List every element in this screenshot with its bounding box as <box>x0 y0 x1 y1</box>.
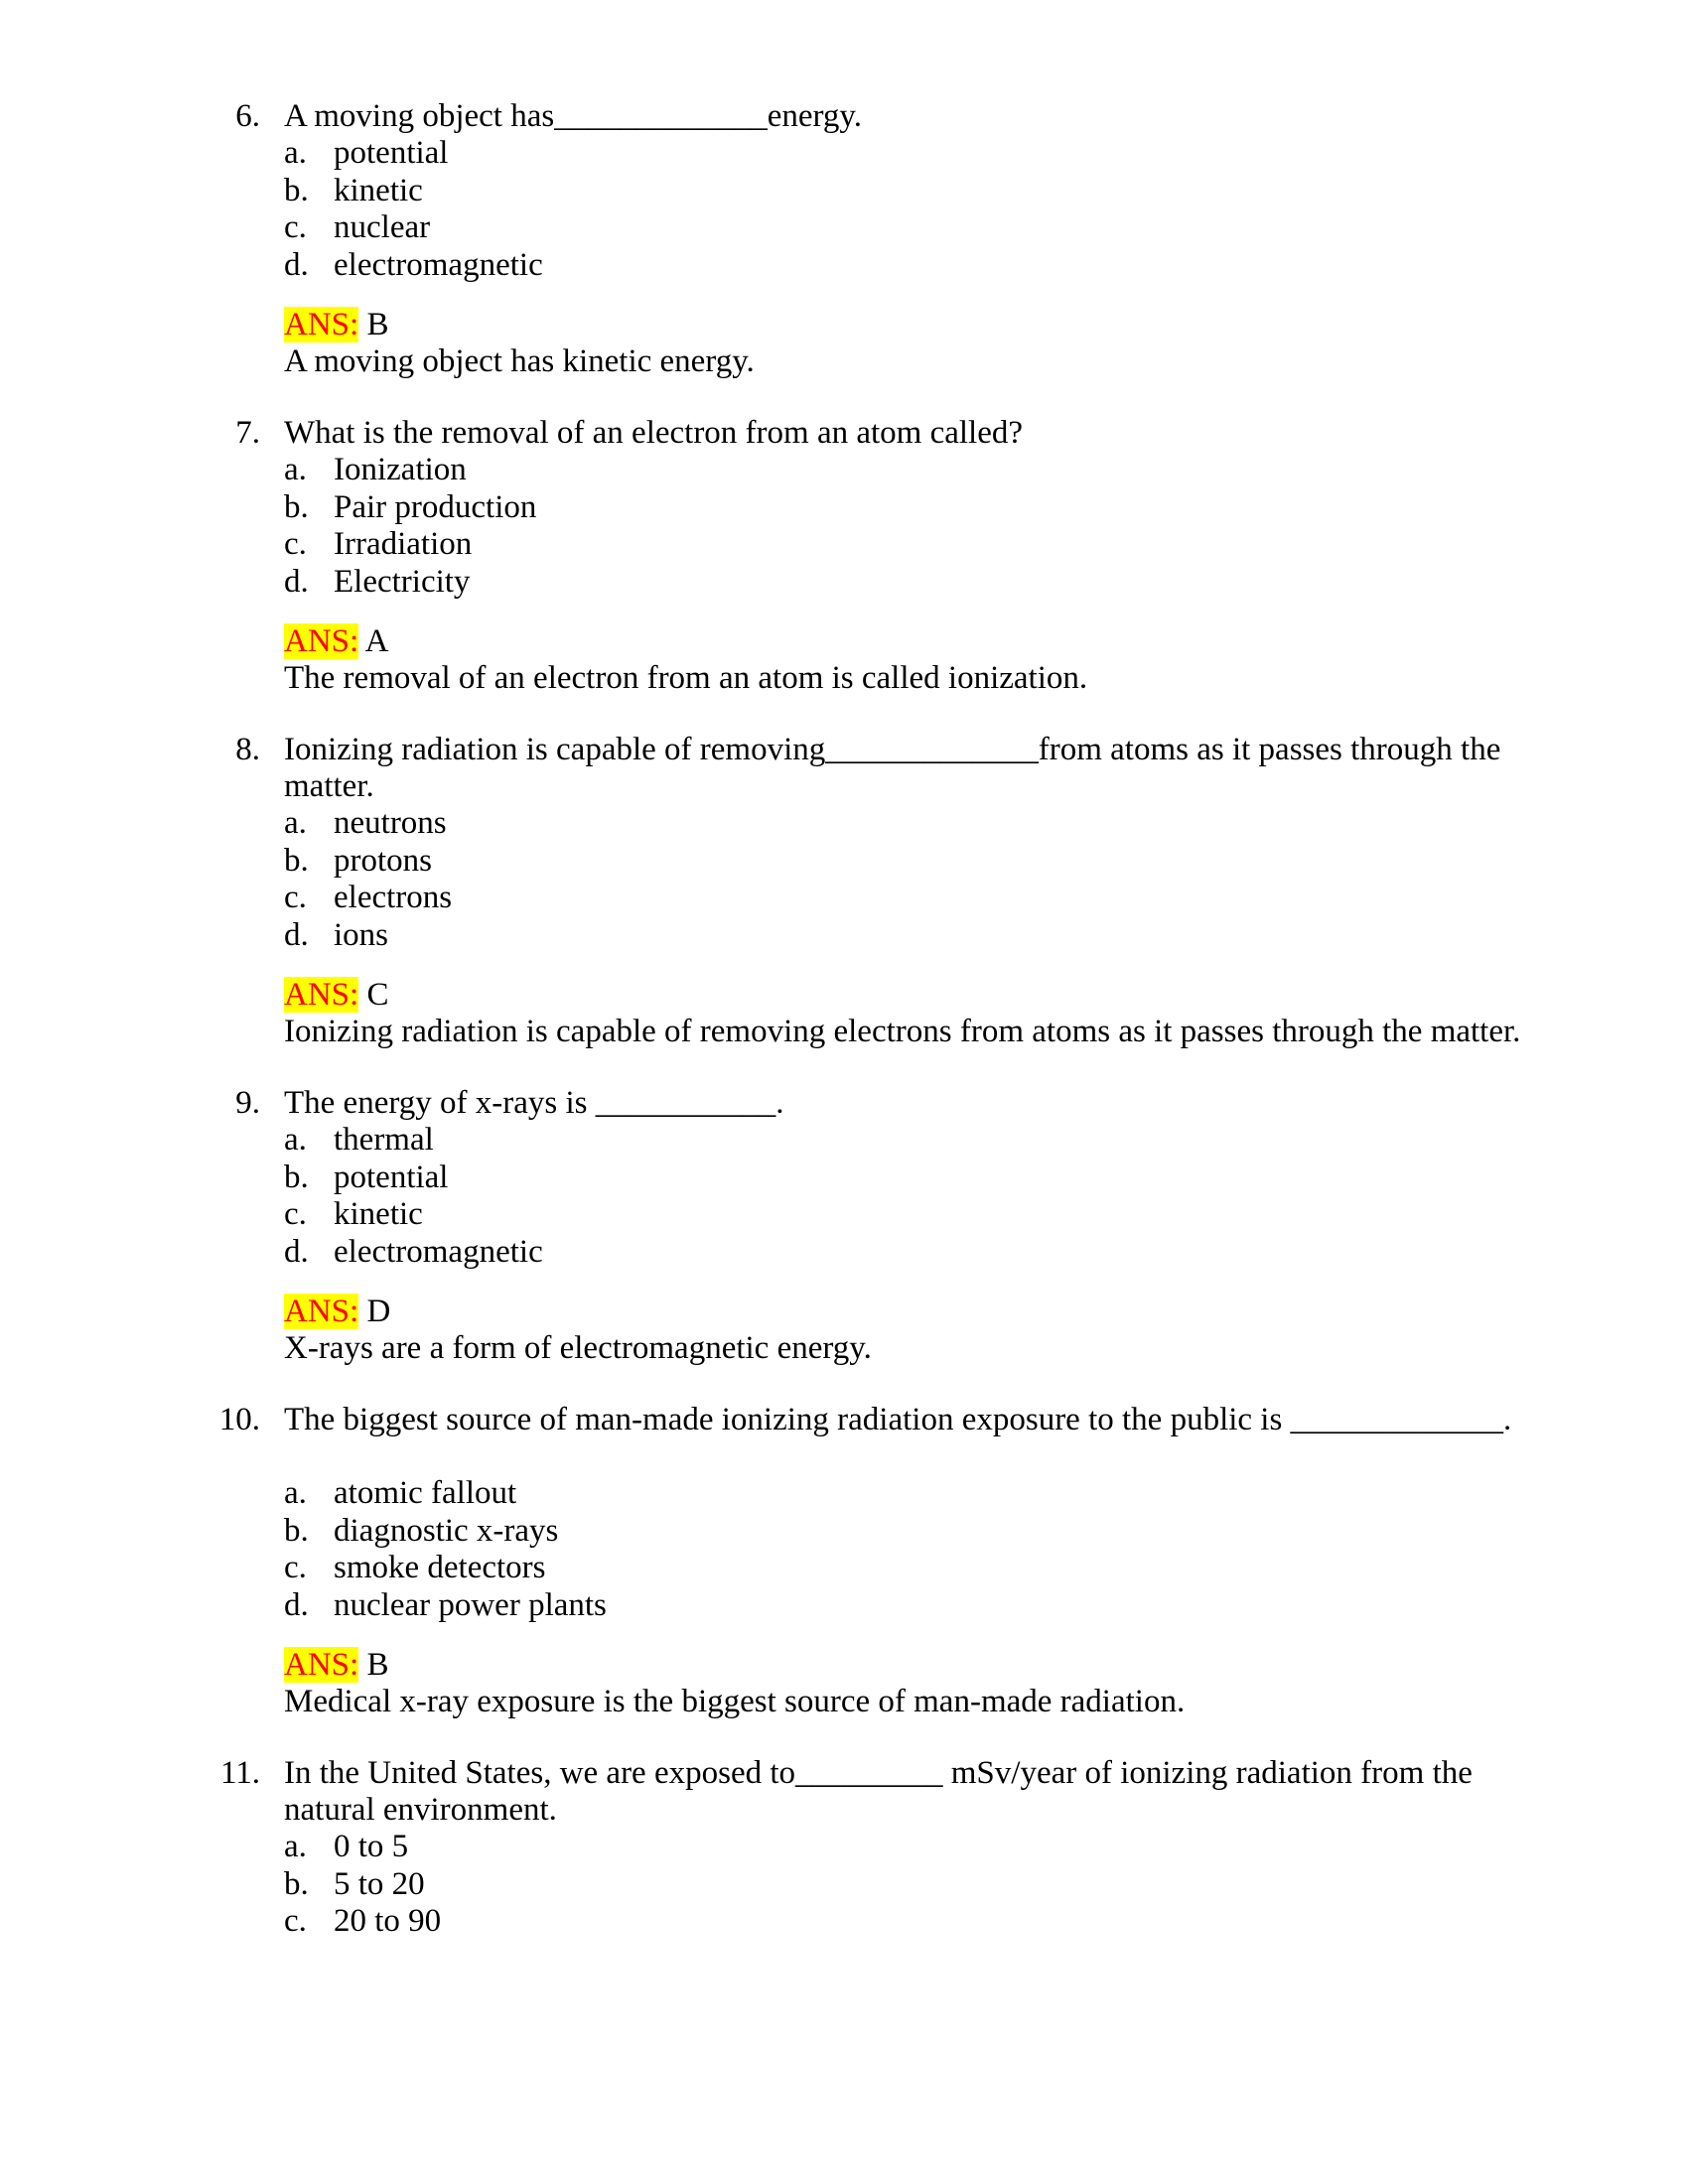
option-text: electrons <box>334 880 453 915</box>
answer-label: ANS: <box>284 977 359 1013</box>
option-letter: a. <box>284 1829 307 1864</box>
option-letter: a. <box>284 805 307 841</box>
option-letter: c. <box>284 1903 307 1939</box>
answer-label: ANS: <box>284 623 359 659</box>
option-text: Irradiation <box>334 526 473 562</box>
answer-explanation: Medical x-ray exposure is the biggest source of man-made radiation. <box>284 1684 1186 1719</box>
option-text: Electricity <box>334 563 471 600</box>
answer-block <box>284 1647 1535 1720</box>
question-text: The energy of x-rays is ___________. <box>284 1085 784 1121</box>
option-text: ions <box>334 916 389 953</box>
option-letter: b. <box>284 1865 309 1902</box>
option-letter: b. <box>284 1159 309 1195</box>
option-letter: b. <box>284 842 309 879</box>
option-a <box>284 135 1476 173</box>
option-letter: c. <box>284 526 307 562</box>
answer-explanation: The removal of an electron from an atom is called ionization. <box>284 660 1088 696</box>
option-text: smoke detectors <box>334 1550 546 1585</box>
question-number: 11. <box>219 1755 260 1791</box>
option-letter: d. <box>284 1586 309 1623</box>
answer-value: A <box>364 623 389 659</box>
option-c <box>284 880 1476 917</box>
option-letter: d. <box>284 246 309 283</box>
answer-value: D <box>366 1294 391 1329</box>
option-text: 5 to 20 <box>334 1865 425 1902</box>
option-b <box>284 1866 1476 1904</box>
option-a <box>284 1122 1476 1160</box>
option-text: potential <box>334 1159 449 1195</box>
option-text: potential <box>334 135 449 171</box>
option-letter: b. <box>284 488 309 525</box>
option-letter: a. <box>284 452 307 487</box>
option-text: kinetic <box>334 172 423 208</box>
question-text: In the United States, we are exposed to_________ mSv/year of ionizing radiation from the natural environment. <box>284 1755 1473 1828</box>
option-a <box>284 1829 1476 1866</box>
option-d <box>284 247 1476 285</box>
option-text: Ionization <box>334 452 467 487</box>
option-letter: d. <box>284 1233 309 1270</box>
option-list <box>284 1122 1476 1271</box>
answer-value: B <box>366 307 389 342</box>
option-c <box>284 1550 1476 1587</box>
answer-explanation: Ionizing radiation is capable of removing electrons from atoms as it passes through the matter. <box>284 1014 1521 1049</box>
option-list <box>284 1475 1476 1624</box>
option-c <box>284 209 1476 247</box>
option-letter: b. <box>284 172 309 208</box>
option-text: electromagnetic <box>334 246 543 283</box>
option-d <box>284 564 1476 602</box>
option-letter: a. <box>284 1475 307 1511</box>
option-text: electromagnetic <box>334 1233 543 1270</box>
option-list <box>284 452 1476 601</box>
question-text: A moving object has_____________energy. <box>284 98 863 134</box>
option-a <box>284 805 1476 843</box>
option-letter: c. <box>284 880 307 915</box>
option-a <box>284 1475 1476 1513</box>
option-text: protons <box>334 842 432 879</box>
option-list <box>284 135 1476 284</box>
option-b <box>284 489 1476 527</box>
option-d <box>284 1587 1476 1625</box>
answer-value: C <box>366 977 389 1013</box>
question-number: 10. <box>218 1402 260 1437</box>
option-text: 0 to 5 <box>334 1829 409 1864</box>
option-letter: d. <box>284 916 309 953</box>
option-letter: c. <box>284 1196 307 1232</box>
option-b <box>284 1513 1476 1551</box>
question-text: What is the removal of an electron from an atom called? <box>284 415 1024 451</box>
option-letter: d. <box>284 563 309 600</box>
option-text: Pair production <box>334 488 537 525</box>
option-text: diagnostic x-rays <box>334 1512 559 1549</box>
option-b <box>284 1160 1476 1197</box>
option-a <box>284 452 1476 489</box>
answer-explanation: A moving object has kinetic energy. <box>284 343 755 379</box>
answer-value: B <box>366 1647 389 1683</box>
option-list <box>284 1829 1476 1941</box>
option-c <box>284 526 1476 564</box>
question-text: Ionizing radiation is capable of removing_____________from atoms as it passes through the matter. <box>284 732 1501 804</box>
option-c <box>284 1903 1476 1941</box>
option-d <box>284 917 1476 955</box>
answer-label: ANS: <box>284 1647 359 1683</box>
answer-block <box>284 977 1535 1050</box>
answer-block <box>284 623 1535 697</box>
answer-label: ANS: <box>284 1294 359 1329</box>
question-number: 6. <box>235 98 260 134</box>
option-text: atomic fallout <box>334 1475 517 1511</box>
option-text: nuclear <box>334 209 431 245</box>
option-c <box>284 1196 1476 1234</box>
option-b <box>284 173 1476 210</box>
answer-block <box>284 1294 1535 1367</box>
option-letter: a. <box>284 135 307 171</box>
answer-block <box>284 307 1535 380</box>
option-text: thermal <box>334 1122 434 1158</box>
question-text: The biggest source of man-made ionizing radiation exposure to the public is _____________. <box>284 1402 1512 1437</box>
option-list <box>284 805 1476 954</box>
question-number: 9. <box>235 1085 260 1121</box>
option-letter: c. <box>284 1550 307 1585</box>
option-text: kinetic <box>334 1196 423 1232</box>
option-text: 20 to 90 <box>334 1903 442 1939</box>
question-number: 8. <box>235 732 260 767</box>
option-b <box>284 843 1476 881</box>
option-letter: a. <box>284 1122 307 1158</box>
question-number: 7. <box>235 415 260 451</box>
option-d <box>284 1234 1476 1272</box>
option-text: nuclear power plants <box>334 1586 607 1623</box>
option-text: neutrons <box>334 805 447 841</box>
answer-explanation: X-rays are a form of electromagnetic energy. <box>284 1330 872 1366</box>
option-letter: b. <box>284 1512 309 1549</box>
option-letter: c. <box>284 209 307 245</box>
answer-label: ANS: <box>284 307 359 342</box>
